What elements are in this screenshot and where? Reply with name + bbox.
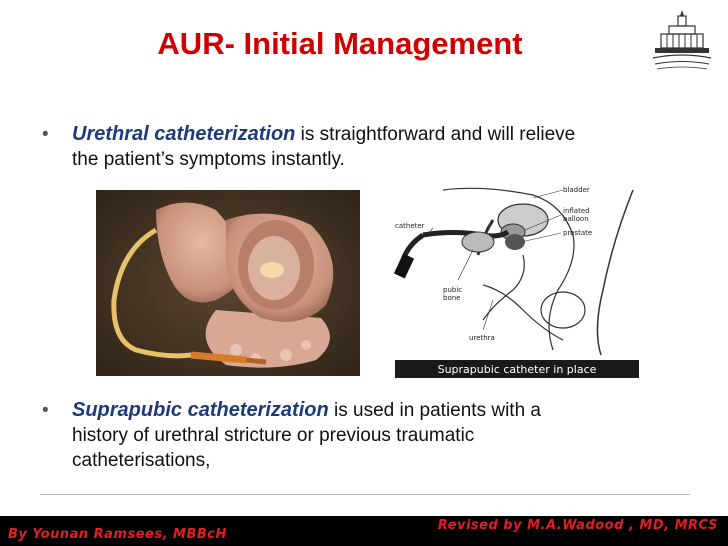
bullet-suprapubic [42, 398, 702, 478]
footer-reviser: Revised by M.A.Wadood , MD, MRCS [437, 518, 718, 533]
university-logo-icon [647, 6, 717, 72]
label-urethra: urethra [469, 334, 495, 342]
bullet-line: catheterisations, [72, 450, 211, 471]
bullet-dot-icon: • [42, 124, 49, 145]
urethral-catheter-model-photo [96, 190, 360, 376]
bullet-line: history of urethral stricture or previous traumatic [72, 425, 475, 446]
label-prostate: prostate [563, 229, 593, 237]
label-inflated: inflated [563, 207, 590, 215]
label-catheter: catheter [395, 222, 425, 230]
bullet-line: is used in patients with a [328, 400, 542, 421]
suprapubic-catheter-diagram [373, 180, 639, 378]
label-balloon: balloon [563, 215, 589, 223]
footer-bar [0, 516, 728, 546]
footer-author: By Younan Ramsees, MBBcH [8, 527, 227, 542]
bullet-line: the patient’s symptoms instantly. [72, 149, 345, 170]
label-bladder: bladder [563, 186, 590, 194]
bullet-line: is straightforward and will relieve [295, 124, 576, 145]
bullet-dot-icon: • [42, 400, 49, 421]
footer-divider [40, 494, 690, 495]
label-bone: bone [443, 294, 461, 302]
diagram-caption: Suprapubic catheter in place [437, 363, 597, 376]
bullet-text [72, 122, 702, 172]
bullet-urethral [42, 122, 702, 174]
slide-title: AUR- Initial Management [157, 26, 523, 61]
bullet-text [72, 398, 702, 473]
bullet-emphasis: Urethral catheterization [72, 123, 296, 145]
bullet-emphasis: Suprapubic catheterization [72, 399, 329, 421]
label-pubic: pubic [443, 286, 463, 294]
